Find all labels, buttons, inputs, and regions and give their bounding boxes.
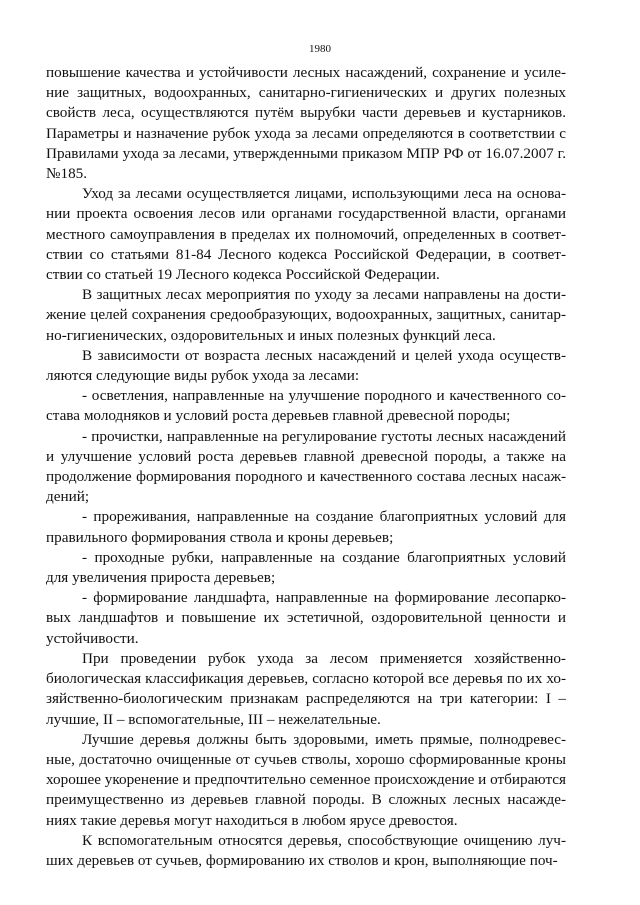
paragraph-tree-classification: При проведении рубок ухода за лесом применяется хозяйственно-биологическая классификация деревьев, согласно которой все деревья по их хозяйственно-биологическим признакам распределяются на три категории: I – лучшие, II – вспомогательные, III – нежелательные. [46, 649, 566, 728]
paragraph-forest-care-entities: Уход за лесами осуществляется лицами, использующими леса на основании проекта освоения лесов или органами государственной власти, органами местного самоуправления в пределах их полномочий, определенных в соответствии со статьями 81-84 Лесного кодекса Российской Федерации, в соответствии со статьей 19 Лесного кодекса Российской Федерации. [46, 185, 566, 284]
list-item-thinning: - прореживания, направленные на создание благоприятных условий для правильного формирования ствола и кроны деревьев; [46, 508, 566, 546]
paragraph-protective-forests: В защитных лесах мероприятия по уходу за лесами направлены на достижение целей сохранения средообразующих, водоохранных, защитных, санитарно-гигиенических, оздоровительных и иных полезных функций леса. [46, 286, 566, 344]
list-item-clearing: - прочистки, направленные на регулирование густоты лесных насаждений и улучшение условий роста деревьев главной древесной породы, а также на продолжение формирования породного и качественного состава лесных насаждений; [46, 427, 566, 506]
page-number: 1980 [309, 43, 331, 55]
list-item-landscape-forming: - формирование ландшафта, направленные на формирование лесопарковых ландшафтов и повышение их эстетичной, оздоровительной ценности и устойчивости. [46, 589, 566, 647]
paragraph-auxiliary-trees: К вспомогательным относятся деревья, способствующие очищению лучших деревьев от сучьев, формированию их стволов и крон, выполняющие поч- [46, 831, 566, 869]
list-item-pass-cutting: - проходные рубки, направленные на создание благоприятных условий для увеличения прироста деревьев; [46, 548, 566, 587]
list-item-cleaning: - осветления, направленные на улучшение породного и качественного состава молодняков и условий роста деревьев главной древесной породы; [46, 387, 566, 425]
paragraph-continuation: повышение качества и устойчивости лесных насаждений, сохранение и усиление защитных, водоохранных, санитарно-гигиенических и других полезных свойств леса, осуществляются путём вырубки части деревьев и кустарников. Параметры и назначение рубок ухода за лесами определяются в соответствии с Правилами ухода за лесами, утвержденными приказом МПР РФ от 16.07.2007 г. №185. [46, 64, 566, 183]
text-body [46, 63, 566, 871]
paragraph-best-trees: Лучшие деревья должны быть здоровыми, иметь прямые, полнодревесные, достаточно очищенные от сучьев стволы, хорошо сформированные кроны хорошее укоренение и предпочтительно семенное происхождение и отбираются преимущественно из деревьев главной породы. В сложных лесных насаждениях такие деревья могут находиться в любом ярусе древостоя. [46, 730, 567, 829]
paragraph-thinning-types-intro: В зависимости от возраста лесных насаждений и целей ухода осуществляются следующие виды рубок ухода за лесами: [46, 346, 566, 385]
